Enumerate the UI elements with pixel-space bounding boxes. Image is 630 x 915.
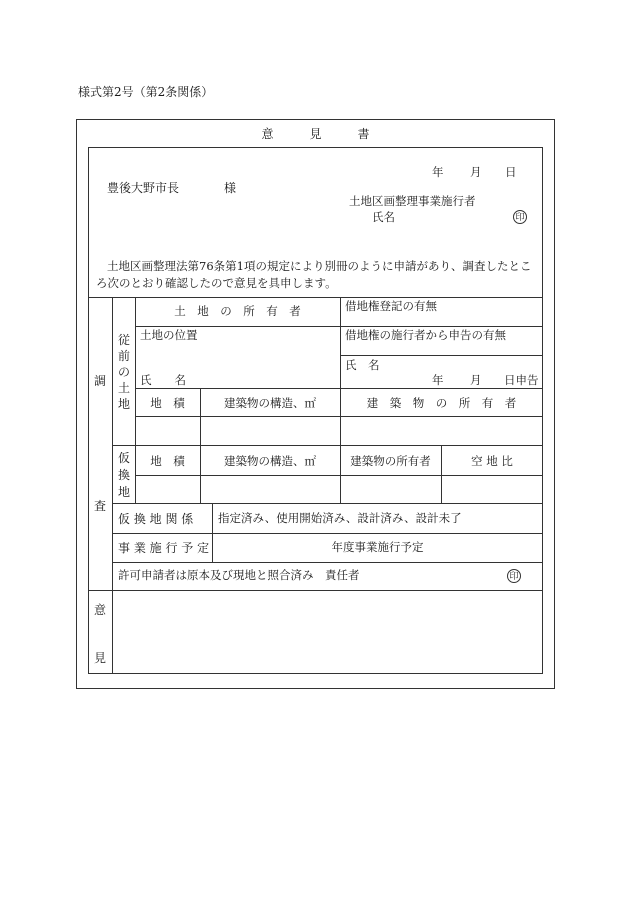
label-opinion-bottom: 見 bbox=[93, 651, 106, 665]
addressee-honorific: 様 bbox=[224, 181, 237, 195]
divider-temp-labels bbox=[135, 475, 543, 476]
char: 土 bbox=[117, 381, 130, 395]
project-schedule-value: 年度事業施行予定 bbox=[331, 540, 424, 554]
temp-vacant-ratio-header: 空 地 比 bbox=[471, 454, 513, 468]
divider-former-labels bbox=[135, 416, 543, 417]
temp-area-header: 地 積 bbox=[150, 454, 185, 468]
lease-report-label: 借地権の施行者から申告の有無 bbox=[345, 328, 506, 342]
former-area-header: 地 積 bbox=[150, 396, 185, 410]
former-structure-header: 建築物の構造、㎡ bbox=[224, 396, 316, 410]
label-investigation-bottom: 査 bbox=[93, 499, 106, 513]
divider-relation-col bbox=[212, 503, 213, 533]
divider-header bbox=[88, 297, 543, 298]
applicant-name-label: 氏名 bbox=[372, 210, 395, 224]
divider-schedule bbox=[112, 562, 543, 563]
verification-statement: 許可申請者は原本及び現地と照合済み 責任者 bbox=[118, 568, 360, 582]
divider-lease-report bbox=[340, 355, 543, 356]
seal-mark-responsible: 印 bbox=[507, 569, 521, 583]
lease-registration-label: 借地権登記の有無 bbox=[345, 299, 437, 313]
divider-former-end bbox=[112, 445, 543, 446]
seal-mark-applicant: 印 bbox=[513, 210, 527, 224]
temp-structure-header: 建築物の構造、㎡ bbox=[224, 454, 316, 468]
temp-building-owner-header: 建築物の所有者 bbox=[350, 454, 431, 468]
label-opinion-top: 意 bbox=[93, 603, 106, 617]
addressee: 豊後大野市長 bbox=[107, 181, 180, 195]
temp-relation-label: 仮 換 地 関 係 bbox=[118, 512, 194, 526]
char: 仮 bbox=[117, 451, 130, 465]
former-owner-header: 土 地 の 所 有 者 bbox=[174, 304, 301, 318]
land-location-label: 土地の位置 bbox=[140, 328, 198, 342]
form-number: 様式第2号（第2条関係） bbox=[78, 85, 214, 99]
date-day: 日 bbox=[505, 165, 517, 179]
divider-verification bbox=[88, 590, 543, 591]
divider-former-owner bbox=[135, 326, 543, 327]
label-former-land bbox=[117, 334, 131, 410]
char: 従 bbox=[117, 333, 130, 347]
char: の bbox=[117, 365, 130, 379]
divider-former-name bbox=[135, 388, 543, 389]
lease-name-label: 氏 名 bbox=[345, 358, 380, 372]
divider-temp-owner-col bbox=[441, 445, 442, 503]
project-schedule-label: 事 業 施 行 予 定 bbox=[118, 541, 210, 555]
former-building-owner-header: 建 築 物 の 所 有 者 bbox=[366, 396, 517, 410]
label-temp-land bbox=[117, 452, 131, 498]
temp-relation-value: 指定済み、使用開始済み、設計済み、設計未了 bbox=[218, 511, 462, 525]
form-inner-border bbox=[88, 147, 543, 674]
date-month: 月 bbox=[470, 165, 482, 179]
divider-relation bbox=[112, 533, 543, 534]
report-day: 日申告 bbox=[504, 373, 539, 387]
report-year: 年 bbox=[432, 373, 444, 387]
char: 換 bbox=[117, 468, 130, 482]
report-month: 月 bbox=[470, 373, 482, 387]
date-year: 年 bbox=[432, 165, 444, 179]
label-investigation-top: 調 bbox=[93, 374, 106, 388]
document-title: 意 見 書 bbox=[261, 127, 370, 141]
divider-former-mid bbox=[340, 297, 341, 388]
char: 前 bbox=[117, 349, 130, 363]
applicant-role: 土地区画整理事業施行者 bbox=[349, 194, 476, 208]
former-owner-name-label: 氏 名 bbox=[140, 373, 186, 387]
divider-side-column bbox=[112, 297, 113, 674]
divider-temp-end bbox=[112, 503, 543, 504]
declaration-paragraph: 土地区画整理法第76条第1項の規定により別冊のように申請があり、調査したところ次のとおり確認したので意見を具申します。 bbox=[96, 259, 532, 290]
char: 地 bbox=[117, 485, 130, 499]
char: 地 bbox=[117, 397, 130, 411]
